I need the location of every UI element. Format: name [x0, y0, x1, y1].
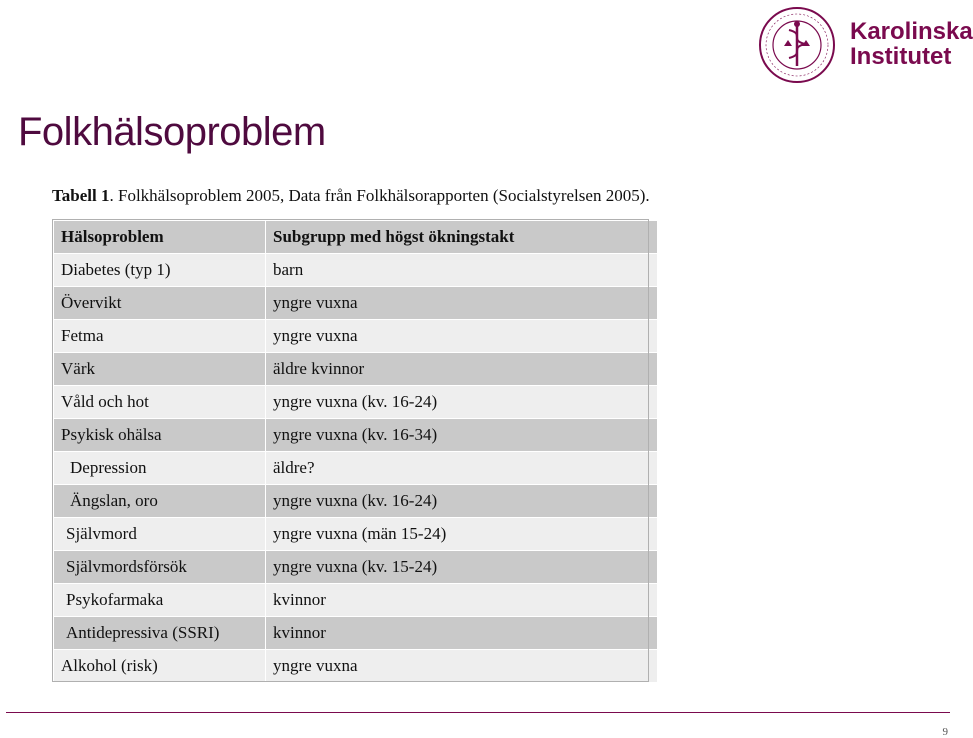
karolinska-seal-icon — [758, 6, 836, 84]
cell-problem: Våld och hot — [54, 386, 266, 419]
header-health-problem: Hälsoproblem — [54, 221, 266, 254]
cell-problem: Självmordsförsök — [54, 551, 266, 584]
slide-title: Folkhälsoproblem — [18, 110, 326, 154]
table-row — [54, 584, 658, 617]
logo-line1: Karolinska — [850, 18, 973, 45]
cell-subgroup: yngre vuxna (kv. 16-34) — [266, 419, 658, 452]
cell-subgroup: yngre vuxna (kv. 15-24) — [266, 551, 658, 584]
cell-subgroup: yngre vuxna (kv. 16-24) — [266, 386, 658, 419]
header-subgroup: Subgrupp med högst ökningstakt — [266, 221, 658, 254]
cell-subgroup: yngre vuxna (män 15-24) — [266, 518, 658, 551]
cell-subgroup: barn — [266, 254, 658, 287]
table-row — [54, 485, 658, 518]
cell-subgroup: kvinnor — [266, 617, 658, 650]
cell-subgroup: äldre kvinnor — [266, 353, 658, 386]
table-row — [54, 650, 658, 683]
caption-label: Tabell 1 — [52, 186, 110, 205]
cell-subgroup: yngre vuxna (kv. 16-24) — [266, 485, 658, 518]
table-row — [54, 287, 658, 320]
table-row — [54, 386, 658, 419]
cell-subgroup: yngre vuxna — [266, 287, 658, 320]
table-header-row — [54, 221, 658, 254]
table-row — [54, 518, 658, 551]
health-problems-table — [53, 220, 658, 683]
cell-subgroup: kvinnor — [266, 584, 658, 617]
cell-subgroup: yngre vuxna — [266, 320, 658, 353]
cell-problem: Alkohol (risk) — [54, 650, 266, 683]
table-row — [54, 617, 658, 650]
cell-problem: Övervikt — [54, 287, 266, 320]
cell-subgroup: äldre? — [266, 452, 658, 485]
karolinska-logo — [758, 6, 973, 86]
cell-problem: Ängslan, oro — [54, 485, 266, 518]
cell-problem: Depression — [54, 452, 266, 485]
cell-problem: Fetma — [54, 320, 266, 353]
cell-problem: Antidepressiva (SSRI) — [54, 617, 266, 650]
table-row — [54, 452, 658, 485]
table-row — [54, 320, 658, 353]
cell-problem: Värk — [54, 353, 266, 386]
cell-problem: Diabetes (typ 1) — [54, 254, 266, 287]
caption-text: . Folkhälsoproblem 2005, Data från Folkhälsorapporten (Socialstyrelsen 2005). — [109, 186, 650, 205]
cell-problem: Psykisk ohälsa — [54, 419, 266, 452]
table-row — [54, 254, 658, 287]
cell-problem: Självmord — [54, 518, 266, 551]
cell-problem: Psykofarmaka — [54, 584, 266, 617]
table-row — [54, 419, 658, 452]
table-caption — [52, 186, 650, 206]
table-row — [54, 551, 658, 584]
logo-line2: Institutet — [850, 43, 952, 70]
page-number: 9 — [942, 726, 948, 738]
karolinska-name — [850, 19, 973, 69]
footer-divider — [6, 712, 950, 713]
cell-subgroup: yngre vuxna — [266, 650, 658, 683]
table-row — [54, 353, 658, 386]
